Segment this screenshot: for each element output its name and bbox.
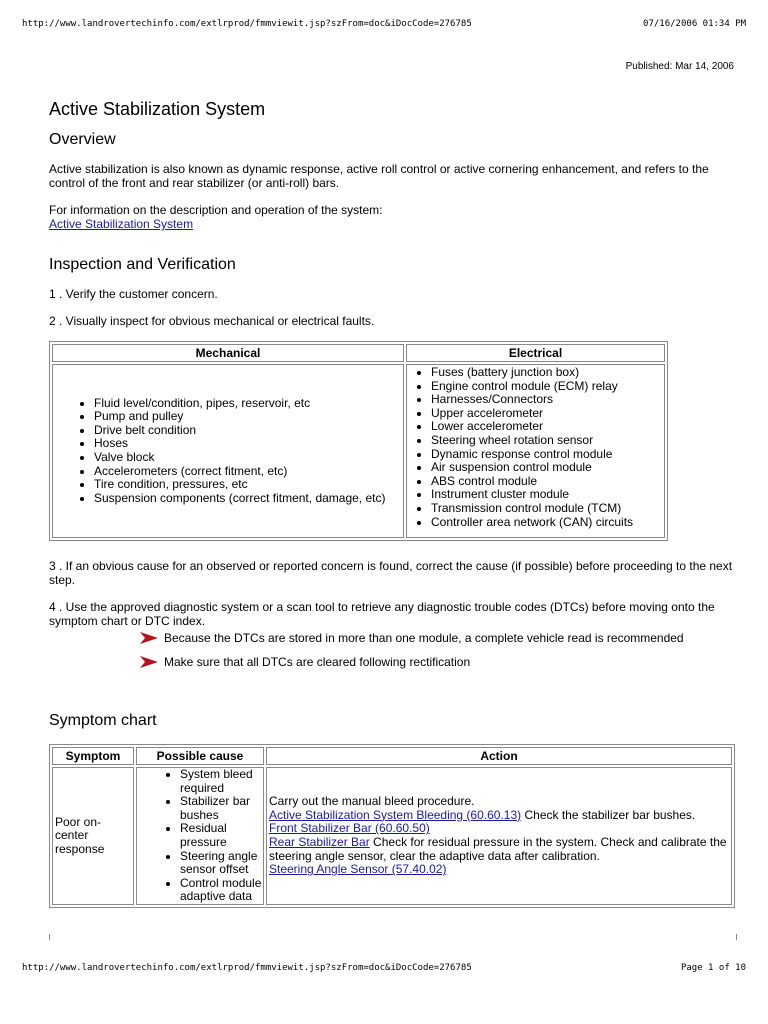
cause-col-header: Possible cause — [136, 747, 264, 765]
mechanical-item: • Valve block — [94, 451, 402, 465]
step-1: 1 . Verify the customer concern. — [49, 287, 218, 301]
mechanical-item: • Pump and pulley — [94, 410, 402, 424]
page-number: Page 1 of 10 — [680, 963, 746, 973]
note-complete-read — [140, 631, 684, 645]
electrical-item: • Fuses (battery junction box) — [431, 366, 663, 380]
action-col-header: Action — [266, 747, 732, 765]
steering-sensor-link[interactable]: Steering Angle Sensor (57.40.02) — [269, 862, 447, 877]
electrical-item: • Instrument cluster module — [431, 488, 663, 502]
footer-url: http://www.landrovertechinfo.com/extlrprod/fmmviewit.jsp?szFrom=doc&iDocCode=276785 — [22, 963, 472, 973]
cause-item: • Steering angle sensor offset — [180, 850, 263, 877]
red-arrow-icon — [140, 656, 158, 668]
mechanical-header: Mechanical — [52, 344, 404, 362]
action-text-1: Carry out the manual bleed procedure. — [269, 794, 475, 809]
electrical-item: • Harnesses/Connectors — [431, 393, 663, 407]
electrical-item: • Upper accelerometer — [431, 407, 663, 421]
overview-heading: Overview — [49, 131, 116, 148]
electrical-item: • Dynamic response control module — [431, 448, 663, 462]
electrical-list — [408, 366, 663, 529]
published-date: Published: Mar 14, 2006 — [625, 61, 734, 72]
header-url: http://www.landrovertechinfo.com/extlrprod/fmmviewit.jsp?szFrom=doc&iDocCode=276785 — [22, 19, 472, 29]
electrical-item: • Engine control module (ECM) relay — [431, 380, 663, 394]
action-cell — [266, 767, 732, 905]
rear-stabilizer-link[interactable]: Rear Stabilizer Bar — [269, 834, 370, 849]
symptom-cell: Poor on-center response — [52, 767, 134, 905]
action-text-3: Check for residual pressure in the system. Check and calibrate the steering angle sensor, clear the adaptive data after calibration. — [269, 834, 727, 863]
electrical-item: • ABS control module — [431, 475, 663, 489]
note-clear-dtcs — [140, 655, 470, 669]
table-continuation — [49, 934, 737, 940]
overview-paragraph: Active stabilization is also known as dynamic response, active roll control or active cornering enhancement, and refers to the control of the front and rear stabilizer (or anti-roll) bars. — [49, 162, 709, 190]
bleeding-link[interactable]: Active Stabilization System Bleeding (60.60.13) — [269, 807, 522, 822]
electrical-item: • Lower accelerometer — [431, 420, 663, 434]
electrical-cell — [406, 364, 665, 538]
mechanical-item: • Suspension components (correct fitment, damage, etc) — [94, 492, 402, 506]
cause-cell — [136, 767, 264, 905]
cause-item: • Residual pressure — [180, 822, 263, 849]
cause-item: • Stabilizer bar bushes — [180, 795, 263, 822]
mechanical-item: • Tire condition, pressures, etc — [94, 478, 402, 492]
inspection-heading: Inspection and Verification — [49, 256, 236, 273]
electrical-item: • Steering wheel rotation sensor — [431, 434, 663, 448]
page-title: Active Stabilization System — [49, 99, 266, 119]
symptom-heading: Symptom chart — [49, 712, 157, 729]
electrical-item: • Transmission control module (TCM) — [431, 502, 663, 516]
mechanical-item: • Drive belt condition — [94, 424, 402, 438]
mechanical-list — [54, 397, 402, 506]
cause-list — [137, 768, 263, 904]
red-arrow-icon — [140, 632, 158, 644]
active-stabilization-link[interactable]: Active Stabilization System — [49, 217, 194, 231]
cause-item: • System bleed required — [180, 768, 263, 795]
overview-info: For information on the description and operation of the system: — [49, 203, 383, 217]
mechanical-item: • Hoses — [94, 437, 402, 451]
note-text-2: Make sure that all DTCs are cleared following rectification — [164, 655, 471, 669]
symptom-col-header: Symptom — [52, 747, 134, 765]
header-datetime: 07/16/2006 01:34 PM — [643, 19, 746, 29]
electrical-header: Electrical — [406, 344, 665, 362]
step-4: 4 . Use the approved diagnostic system or a scan tool to retrieve any diagnostic trouble codes (DTCs) before moving onto the symptom chart or DTC index. — [49, 600, 715, 628]
front-stabilizer-link[interactable]: Front Stabilizer Bar (60.60.50) — [269, 821, 430, 836]
step-2: 2 . Visually inspect for obvious mechanical or electrical faults. — [49, 314, 375, 328]
mechanical-cell — [52, 364, 404, 538]
symptom-table — [49, 744, 735, 908]
mechanical-item: • Fluid level/condition, pipes, reservoir, etc — [94, 397, 402, 411]
cause-item: • Control module adaptive data — [180, 877, 263, 904]
note-text-1: Because the DTCs are stored in more than one module, a complete vehicle read is recommended — [164, 631, 684, 645]
action-text-2: Check the stabilizer bar bushes. — [521, 807, 696, 822]
inspection-table — [49, 341, 668, 541]
mechanical-item: • Accelerometers (correct fitment, etc) — [94, 465, 402, 479]
electrical-item: • Air suspension control module — [431, 461, 663, 475]
step-3: 3 . If an obvious cause for an observed or reported concern is found, correct the cause (if possible) before proceeding to the next step. — [49, 559, 733, 587]
electrical-item: • Controller area network (CAN) circuits — [431, 516, 663, 530]
